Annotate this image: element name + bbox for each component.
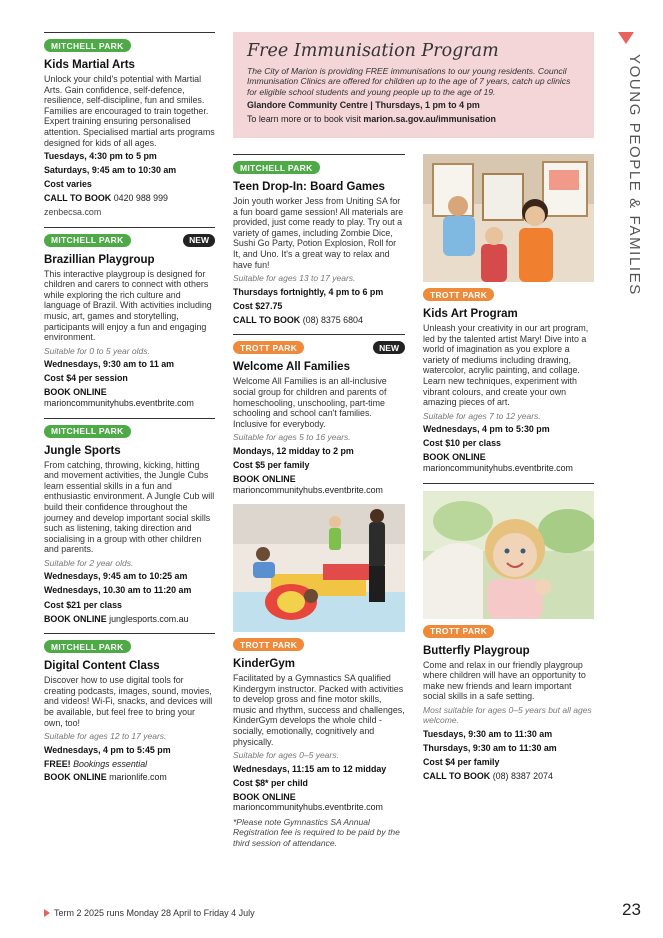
program-title: Kids Art Program bbox=[423, 308, 518, 320]
program-brazillian-playgroup bbox=[44, 227, 215, 409]
program-jungle-sports bbox=[44, 418, 215, 625]
location-tag: TROTT PARK bbox=[423, 288, 494, 301]
program-suitability: Suitable for ages 12 to 17 years. bbox=[44, 731, 167, 742]
program-title: Jungle Sports bbox=[44, 444, 121, 457]
immunisation-link-line bbox=[247, 114, 580, 125]
program-time: Thursdays, 9:30 am to 11:30 am bbox=[423, 742, 557, 753]
program-time: Wednesdays, 4 pm to 5:45 pm bbox=[44, 744, 171, 755]
kindergym-photo bbox=[233, 504, 405, 632]
program-time: Wednesdays, 11:15 am to 12 midday bbox=[233, 763, 387, 774]
location-tag: TROTT PARK bbox=[423, 625, 494, 638]
booking-label: BOOK ONLINE bbox=[233, 791, 296, 802]
booking-line bbox=[44, 614, 215, 625]
program-suitability: Suitable for ages 5 to 16 years. bbox=[233, 432, 351, 443]
program-note: *Please note Gymnastics SA Annual Registration fee is required to be paid by the third session of attendance. bbox=[233, 817, 400, 848]
location-tag: MITCHELL PARK bbox=[44, 640, 131, 653]
booking-link[interactable]: marioncommunityhubs.eventbrite.com bbox=[423, 462, 573, 473]
program-description: Unleash your creativity in our art program, led by the talented artist Mary! Dive into a world of imagination as you explore a variety of mediums including drawing, watercolor, acrylic painting, and collage. Learn new techniques, experiment with vibrant colours, and create your own amazing pieces of art. bbox=[423, 323, 589, 408]
program-description: Facilitated by a Gymnastics SA qualified Kindergym instructor. Packed with activities to develop gross and fine motor skills, music and rhythm, success and challenges, KinderGym develops the whole child - socially, emotionally, cognitively and physically. bbox=[233, 673, 405, 747]
booking-label: CALL TO BOOK bbox=[233, 314, 301, 325]
location-tag: TROTT PARK bbox=[233, 341, 304, 354]
immunisation-venue: Glandore Community Centre | Thursdays, 1 pm to 4 pm bbox=[247, 100, 480, 111]
program-description: Welcome All Families is an all-inclusive social group for children and parents of homeschooling, unschooling, part-time schooling and school can't families. Inclusive for everybody. bbox=[233, 376, 387, 429]
location-tag: MITCHELL PARK bbox=[233, 161, 320, 174]
program-cost: Cost $21 per class bbox=[44, 599, 122, 610]
column-middle bbox=[233, 154, 405, 857]
program-butterfly-playgroup bbox=[423, 625, 594, 782]
program-suitability: Suitable for ages 7 to 12 years. bbox=[423, 410, 541, 421]
booking-label: BOOK ONLINE bbox=[233, 473, 296, 484]
booking-label: BOOK ONLINE bbox=[44, 613, 107, 624]
immunisation-banner bbox=[233, 32, 594, 138]
program-cost: Cost $8* per child bbox=[233, 777, 308, 788]
footer-term bbox=[44, 908, 255, 918]
booking-line bbox=[44, 772, 215, 783]
divider bbox=[423, 483, 594, 484]
program-time: Thursdays fortnightly, 4 pm to 6 pm bbox=[233, 286, 384, 297]
booking-link[interactable]: marioncommunityhubs.eventbrite.com bbox=[233, 484, 383, 495]
program-description: Unlock your child's potential with Martial Arts. Gain confidence, self-defence, resilience, self-discipline, fun and smiles. Families are encouraged to train together. Expert training ensuring personalised attention. Specialised martial arts programs designed for kids of all ages. bbox=[44, 74, 215, 148]
program-time: Tuesdays, 4:30 pm to 5 pm bbox=[44, 151, 157, 162]
booking-label: CALL TO BOOK bbox=[423, 771, 491, 781]
booking-line bbox=[423, 452, 594, 473]
program-suitability: Suitable for 2 year olds. bbox=[44, 557, 134, 568]
program-time: Mondays, 12 midday to 2 pm bbox=[233, 445, 354, 456]
booking-label: BOOK ONLINE bbox=[44, 387, 107, 398]
program-suitability: Suitable for ages 0–5 years. bbox=[233, 750, 339, 761]
program-title: KinderGym bbox=[233, 658, 295, 671]
booking-link[interactable]: junglesports.com.au bbox=[109, 613, 189, 624]
butterfly-playgroup-photo bbox=[423, 491, 594, 619]
program-suitability: Suitable for 0 to 5 year olds. bbox=[44, 345, 150, 356]
program-cost: Cost varies bbox=[44, 179, 92, 190]
program-title: Welcome All Families bbox=[233, 361, 350, 374]
immunisation-link-prefix: To learn more or to book visit bbox=[247, 114, 361, 125]
term-dates: Term 2 2025 runs Monday 28 April to Friday 4 July bbox=[54, 908, 255, 918]
program-description: This interactive playgroup is designed for children and carers to connect with others while exploring the rich culture and language of Brazil. With activities including music, art, games and storytelling, participants will enjoy a fun and engaging environment. bbox=[44, 268, 212, 343]
booking-line bbox=[44, 193, 215, 204]
immunisation-body: The City of Marion is providing FREE immunisations to our young residents. Council Immunisation Clinics are offered for children up to the age of 7 years, catch up clinics for eligible school students and young people up to the age of 19. bbox=[247, 66, 571, 97]
location-tag: TROTT PARK bbox=[233, 638, 304, 651]
program-time: Wednesdays, 9:30 am to 11 am bbox=[44, 359, 175, 370]
program-teen-drop-in bbox=[233, 154, 405, 325]
free-note: Bookings essential bbox=[73, 758, 148, 769]
program-digital-content-class bbox=[44, 633, 215, 783]
triangle-marker-icon bbox=[618, 32, 634, 44]
arrow-right-icon bbox=[44, 909, 50, 917]
immunisation-title: Free Immunisation Program bbox=[247, 41, 499, 61]
new-badge: NEW bbox=[183, 234, 215, 247]
booking-line bbox=[233, 474, 405, 495]
program-suitability: Suitable for ages 13 to 17 years. bbox=[233, 273, 356, 284]
program-description: From catching, throwing, kicking, hitting and movement activities, the Jungle Cubs learn essential skills in a fun and enthusiastic environment. A Jungle Cub will build their confidence throughout the journey and develop important social skills such as listening, taking direction and socialising in a group with other children and parents. bbox=[44, 459, 215, 555]
new-badge: NEW bbox=[373, 341, 405, 354]
booking-line bbox=[233, 315, 405, 326]
program-website[interactable]: zenbecsa.com bbox=[44, 207, 102, 218]
program-time: Tuesdays, 9:30 am to 11:30 am bbox=[423, 728, 553, 739]
booking-label: BOOK ONLINE bbox=[44, 772, 107, 783]
program-cost: Cost $4 per family bbox=[423, 756, 500, 767]
program-kids-martial-arts bbox=[44, 32, 215, 218]
booking-line bbox=[233, 792, 405, 813]
program-title: Butterfly Playgroup bbox=[423, 644, 530, 657]
booking-phone[interactable]: (08) 8375 6804 bbox=[302, 314, 363, 325]
section-sidebar bbox=[612, 28, 642, 298]
immunisation-link[interactable]: marion.sa.gov.au/immunisation bbox=[363, 114, 496, 125]
program-cost: Cost $10 per class bbox=[423, 438, 501, 449]
program-time: Wednesdays, 10.30 am to 11:20 am bbox=[44, 585, 192, 596]
booking-line bbox=[423, 771, 594, 782]
free-line bbox=[44, 759, 215, 770]
booking-label: BOOK ONLINE bbox=[423, 452, 486, 463]
program-time: Wednesdays, 4 pm to 5:30 pm bbox=[423, 424, 550, 435]
kids-art-photo bbox=[423, 154, 594, 282]
location-tag: MITCHELL PARK bbox=[44, 39, 131, 52]
location-tag: MITCHELL PARK bbox=[44, 234, 131, 247]
program-cost: Cost $4 per session bbox=[44, 373, 128, 384]
program-description: Discover how to use digital tools for creating podcasts, images, sound, movies, and videos! Wi-Fi, snacks, and devices will be available, but feel free to bring your own, too! bbox=[44, 675, 213, 728]
booking-phone[interactable]: (08) 8387 2074 bbox=[492, 771, 553, 781]
program-kindergym bbox=[233, 638, 405, 848]
booking-link[interactable]: marioncommunityhubs.eventbrite.com bbox=[44, 397, 194, 408]
booking-link[interactable]: marioncommunityhubs.eventbrite.com bbox=[233, 802, 383, 813]
program-time: Wednesdays, 9:45 am to 10:25 am bbox=[44, 571, 188, 582]
program-title: Kids Martial Arts bbox=[44, 59, 135, 71]
program-time: Saturdays, 9:45 am to 10:30 am bbox=[44, 165, 177, 176]
program-cost: Cost $5 per family bbox=[233, 459, 310, 470]
program-suitability: Most suitable for ages 0–5 years but all ages welcome. bbox=[423, 704, 592, 726]
free-label: FREE! bbox=[44, 758, 71, 769]
program-description: Come and relax in our friendly playgroup where children will have an opportunity to make new friends and learn important social skills in a safe setting. bbox=[423, 659, 586, 702]
booking-phone[interactable]: 0420 988 999 bbox=[113, 193, 168, 204]
section-label: YOUNG PEOPLE & FAMILIES bbox=[626, 54, 643, 296]
program-welcome-all-families bbox=[233, 334, 405, 495]
page-number: 23 bbox=[622, 900, 641, 919]
program-title: Digital Content Class bbox=[44, 660, 160, 673]
column-right bbox=[423, 154, 594, 791]
program-description: Join youth worker Jess from Uniting SA for a fun board game session! All materials are provided, just come ready to play. Try out a variety of games, including Zombie Dice, Sushi Go Party, Potion Explosion, Roll for It, and Uno. It's a great way to relax and have fun! bbox=[233, 196, 404, 270]
program-kids-art bbox=[423, 288, 594, 474]
program-title: Brazillian Playgroup bbox=[44, 253, 155, 266]
booking-line bbox=[44, 387, 215, 408]
booking-link[interactable]: marionlife.com bbox=[109, 772, 167, 783]
program-title: Teen Drop-In: Board Games bbox=[233, 181, 385, 193]
location-tag: MITCHELL PARK bbox=[44, 425, 131, 438]
booking-label: CALL TO BOOK bbox=[44, 193, 112, 204]
column-left bbox=[44, 32, 215, 792]
program-cost: Cost $27.75 bbox=[233, 300, 283, 311]
